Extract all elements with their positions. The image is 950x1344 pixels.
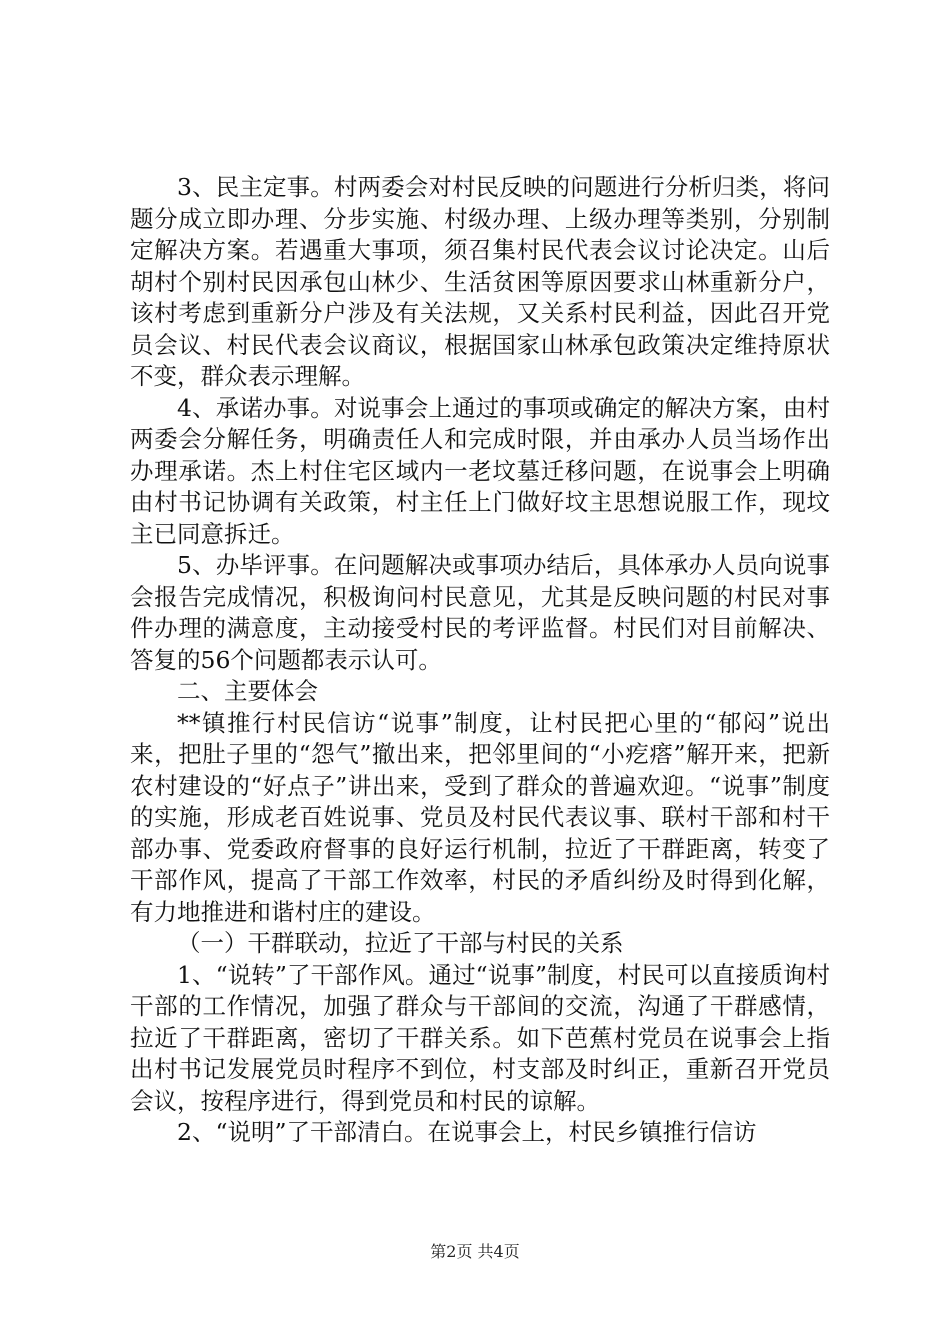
paragraph-evaluation: 5、办毕评事。在问题解决或事项办结后，具体承办人员向说事会报告完成情况，积极询问村民意见，尤其是反映问题的村民对事件办理的满意度，主动接受村民的考评监督。村民们对目前解决、答复的56个问题都表示认可。: [130, 551, 830, 674]
section-heading-main-experience: 二、主要体会: [177, 677, 318, 705]
paragraph-cadre-clarity: 2、“说明”了干部清白。在说事会上，村民乡镇推行信访: [177, 1118, 757, 1146]
paragraph-democratic-decision: 3、民主定事。村两委会对村民反映的问题进行分析归类，将问题分成立即办理、分步实施、村级办理、上级办理等类别，分别制定解决方案。若遇重大事项，须召集村民代表会议讨论决定。山后胡村个别村民因承包山林少、生活贫困等原因要求山林重新分户，该村考虑到重新分户涉及有关法规，又关系村民利益，因此召开党员会议、村民代表会议商议，根据国家山林承包政策决定维持原状不变，群众表示理解。: [130, 173, 830, 390]
subheading-cadre-linkage: （一）干群联动，拉近了干部与村民的关系: [177, 929, 624, 957]
paragraph-commitment-handling: 4、承诺办事。对说事会上通过的事项或确定的解决方案，由村两委会分解任务，明确责任人和完成时限，并由承办人员当场作出办理承诺。杰上村住宅区域内一老坟墓迁移问题，在说事会上明确由村书记协调有关政策，村主任上门做好坟主思想说服工作，现坟主已同意拆迁。: [130, 393, 830, 548]
page-number-footer: 第2页 共4页: [430, 1242, 520, 1261]
paragraph-town-practice: **镇推行村民信访“说事”制度，让村民把心里的“郁闷”说出来，把肚子里的“怨气”撤出来，把邻里间的“小疙瘩”解开来，把新农村建设的“好点子”讲出来，受到了群众的普遍欢迎。“说事”制度的实施，形成老百姓说事、党员及村民代表议事、联村干部和村干部办事、党委政府督事的良好运行机制，拉近了干群距离，转变了干部作风，提高了干部工作效率，村民的矛盾纠纷及时得到化解，有力地推进和谐村庄的建设。: [130, 708, 830, 926]
paragraph-cadre-style: 1、“说转”了干部作风。通过“说事”制度，村民可以直接质询村干部的工作情况，加强了群众与干部间的交流，沟通了干群感情，拉近了干群距离，密切了干群关系。如下芭蕉村党员在说事会上指出村书记发展党员时程序不到位，村支部及时纠正，重新召开党员会议，按程序进行，得到党员和村民的谅解。: [130, 960, 830, 1115]
document-body: [130, 172, 830, 1149]
